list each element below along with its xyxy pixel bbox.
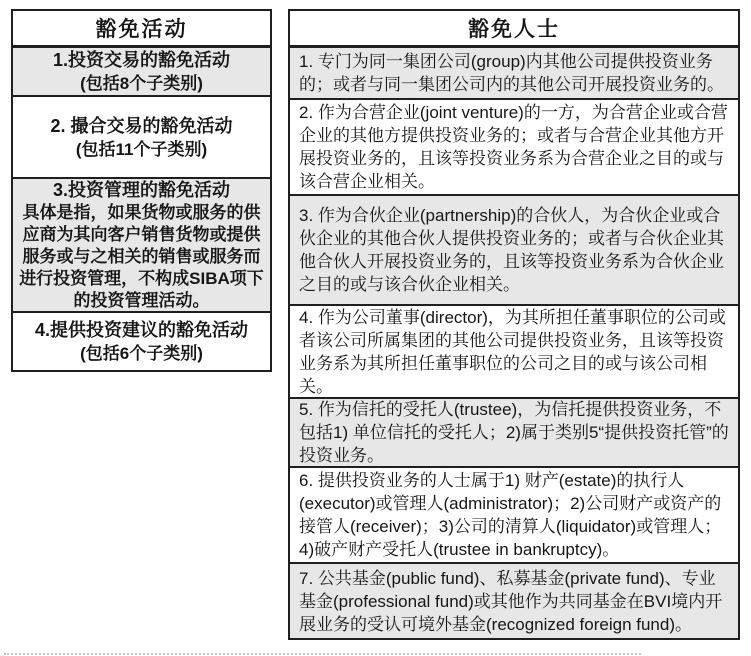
- exempt-persons-title: 豁免人士: [468, 18, 560, 41]
- person-row-text: 2. 作为合营企业(joint venture)的一方，为合营企业或合营企业的其他方提供投资业务的；或者与合营企业其他方开展投资业务的，且该等投资业务系为合营企业之目的或与该合营企业相关。: [299, 103, 728, 191]
- person-row-text: 4. 作为公司董事(director)，为其所担任董事职位的公司或者该公司所属集团的其他公司提供投资业务，且该等投资业务系为其所担任董事职位的公司之目的或与该公司相关。: [299, 307, 726, 396]
- person-row-executor-receiver-liquidator: [290, 466, 738, 562]
- exempt-persons-table: [288, 9, 740, 640]
- person-row-group-company: [290, 45, 738, 98]
- activity-row-title: 1.投资交易的豁免活动: [52, 50, 230, 70]
- person-row-partnership: [290, 194, 738, 304]
- activity-row-body: 具体是指，如果货物或服务的供应商为其向客户销售货物或提供服务或与之相关的销售或服务而进行投资管理，不构成SIBA项下的投资管理活动。: [19, 203, 264, 310]
- person-row-text: 1. 专门为同一集团公司(group)内其他公司提供投资业务的；或者与同一集团公司内的其他公司开展投资业务的。: [299, 52, 724, 94]
- exempt-activities-title: 豁免活动: [95, 18, 188, 41]
- exempt-activities-header: [13, 11, 270, 45]
- person-row-text: 5. 作为信托的受托人(trustee)，为信托提供投资业务，不包括1) 单位信托的受托人；2)属于类别5“提供投资托管”的投资业务。: [299, 400, 729, 465]
- person-row-text: 7. 公共基金(public fund)、私募基金(private fund)、专业基金(professional fund)或其他作为共同基金在BVI境内开展业务的受认可境外基金(recognized foreign fund)。: [299, 568, 723, 634]
- activity-row-title: 3.投资管理的豁免活动: [52, 180, 230, 200]
- person-row-funds: [290, 562, 738, 638]
- activity-row-investment-dealing: [13, 45, 270, 95]
- exempt-persons-header: [290, 11, 738, 45]
- exempt-activities-table: [11, 9, 272, 372]
- person-row-text: 6. 提供投资业务的人士属于1) 财产(estate)的执行人(executor)或管理人(administrator)；2)公司财产或资产的接管人(receiver)；3)公司的清算人(liquidator)或管理人；4)破产财产受托人(trustee in bankruptcy)。: [299, 471, 722, 559]
- activity-row-arranging-deals: [13, 95, 270, 177]
- person-row-trustee: [290, 397, 738, 466]
- activity-row-title: 2. 撮合交易的豁免活动: [50, 115, 233, 136]
- person-row-director: [290, 304, 738, 397]
- activity-row-investment-advice: [13, 311, 270, 370]
- activity-row-subtitle: (包括11个子类别): [75, 139, 208, 159]
- activity-row-subtitle: (包括6个子类别): [80, 344, 203, 363]
- activity-row-title: 4.提供投资建议的豁免活动: [34, 320, 248, 340]
- person-row-text: 3. 作为合伙企业(partnership)的合伙人，为合伙企业或合伙企业的其他合伙人提供投资业务的；或者与合伙企业其他合伙人开展投资业务的，且该等投资业务系为合伙企业之目的或与该合伙企业相关。: [299, 206, 724, 294]
- activity-row-subtitle: (包括8个子类别): [80, 74, 203, 93]
- activity-row-investment-management: [13, 177, 270, 311]
- scan-artifact-line: [4, 653, 641, 655]
- person-row-joint-venture: [290, 98, 738, 194]
